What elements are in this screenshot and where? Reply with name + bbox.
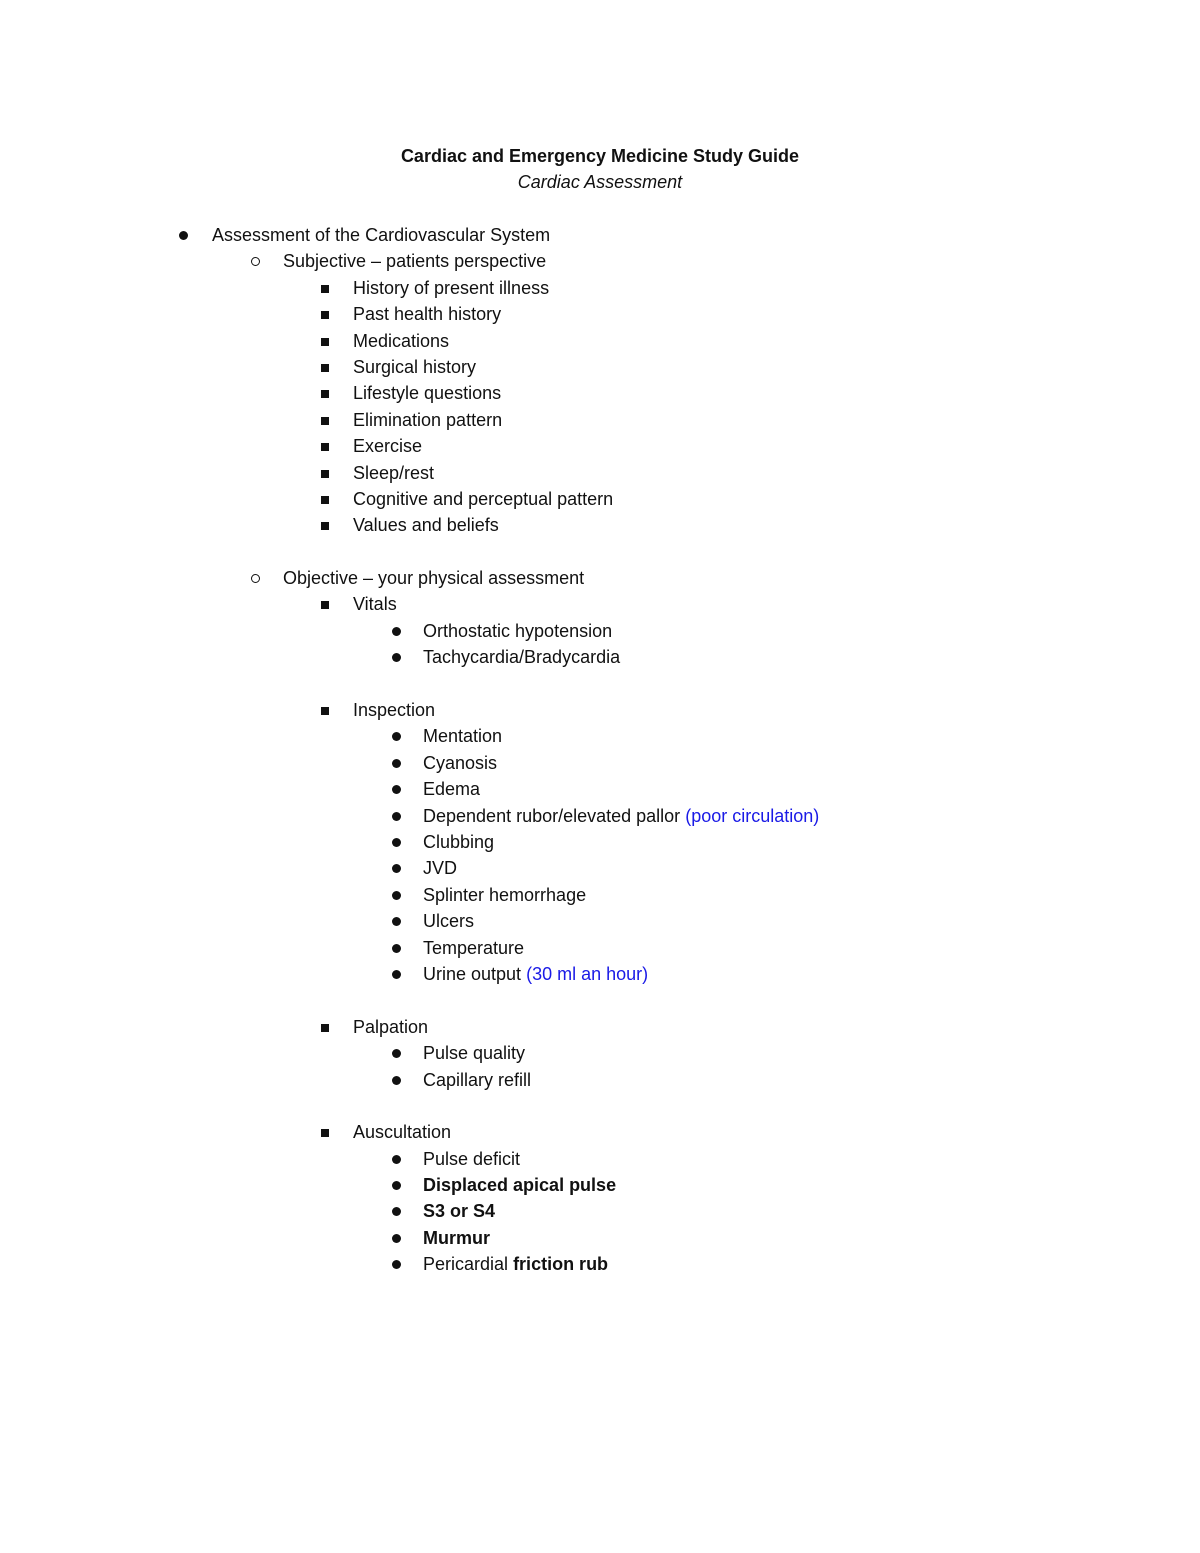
outline-list [0,222,1200,1278]
list-item [0,776,1200,802]
disc-bullet-icon [387,750,407,776]
list-item [0,301,1200,327]
document-subtitle: Cardiac Assessment [517,172,683,192]
outline-item-label: Objective – your physical assessment [283,568,585,589]
disc-bullet-icon [387,961,407,987]
disc-bullet-icon [387,803,407,829]
list-item-label: Pulse quality [423,1043,526,1064]
list-item [0,882,1200,908]
list-item [0,829,1200,855]
list-item [0,1225,1200,1251]
list-item-label: Urine output [423,963,522,984]
list-item-label: Ulcers [423,911,475,932]
outline-item-label: Subjective – patients perspective [283,251,547,272]
list-item-label: Cognitive and perceptual pattern [353,488,614,509]
list-item-label: Edema [423,779,481,800]
list-item-label: JVD [423,858,458,879]
list-item [0,935,1200,961]
emphasized-text: friction rub [513,1254,609,1275]
disc-bullet-icon [174,222,194,248]
outline-item-main [0,222,1200,248]
square-bullet-icon [317,380,337,406]
list-item [0,433,1200,459]
outline-item-palpation [0,1014,1200,1040]
list-item [0,1146,1200,1172]
disc-bullet-icon [387,644,407,670]
square-bullet-icon [317,1119,337,1145]
list-item-text [423,1251,608,1277]
list-item-label: Displaced apical pulse [423,1175,617,1196]
list-item-label: Pericardial [423,1254,509,1275]
disc-bullet-icon [387,776,407,802]
list-item [0,407,1200,433]
disc-bullet-icon [387,1040,407,1066]
square-bullet-icon [317,512,337,538]
list-item-label: Splinter hemorrhage [423,884,587,905]
blank-line [0,539,1200,565]
list-item [0,512,1200,538]
outline-item-auscultation [0,1119,1200,1145]
disc-bullet-icon [387,1251,407,1277]
list-item [0,1251,1200,1277]
list-item-label: Capillary refill [423,1069,532,1090]
disc-bullet-icon [387,908,407,934]
list-item [0,908,1200,934]
list-item [0,1067,1200,1093]
list-item [0,380,1200,406]
list-item [0,803,1200,829]
list-item-label: Dependent rubor/elevated pallor [423,805,681,826]
disc-bullet-icon [387,1225,407,1251]
circle-bullet-icon [247,248,267,274]
list-item [0,354,1200,380]
disc-bullet-icon [387,855,407,881]
list-item [0,855,1200,881]
disc-bullet-icon [387,618,407,644]
list-item-label: Clubbing [423,831,495,852]
list-item-text [423,803,819,829]
list-item-label: S3 or S4 [423,1201,496,1222]
square-bullet-icon [317,354,337,380]
list-item-label: Surgical history [353,356,477,377]
square-bullet-icon [317,486,337,512]
disc-bullet-icon [387,882,407,908]
list-item-label: Cyanosis [423,752,498,773]
disc-bullet-icon [387,935,407,961]
square-bullet-icon [317,460,337,486]
list-item [0,1198,1200,1224]
list-item-label: Pulse deficit [423,1148,521,1169]
circle-bullet-icon [247,565,267,591]
list-item-label: Auscultation [353,1122,452,1143]
list-item [0,328,1200,354]
square-bullet-icon [317,275,337,301]
list-item-label: Palpation [353,1016,429,1037]
list-item-label: Tachycardia/Bradycardia [423,647,621,668]
annotation-note: (30 ml an hour) [526,963,649,984]
list-item-label: Values and beliefs [353,515,499,536]
list-item [0,460,1200,486]
outline-item-inspection [0,697,1200,723]
square-bullet-icon [317,407,337,433]
outline-item-label: Assessment of the Cardiovascular System [212,225,551,245]
list-item-label: Orthostatic hypotension [423,620,613,641]
blank-line [0,987,1200,1013]
annotation-note: (poor circulation) [685,805,820,826]
list-item-label: Temperature [423,937,525,958]
disc-bullet-icon [387,829,407,855]
disc-bullet-icon [387,1146,407,1172]
list-item [0,644,1200,670]
outline-item-subjective [0,248,1200,274]
document-title: Cardiac and Emergency Medicine Study Guide [400,146,800,166]
outline-item-vitals [0,591,1200,617]
list-item-label: Exercise [353,436,423,457]
list-item [0,750,1200,776]
list-item [0,1040,1200,1066]
square-bullet-icon [317,301,337,327]
square-bullet-icon [317,1014,337,1040]
list-item-text [423,961,648,987]
list-item-label: Lifestyle questions [353,383,502,404]
list-item-label: Medications [353,330,450,351]
list-item-label: Sleep/rest [353,462,435,483]
list-item [0,723,1200,749]
list-item [0,961,1200,987]
list-item-label: Elimination pattern [353,409,503,430]
list-item-label: Vitals [353,594,397,615]
list-item-label: Murmur [423,1227,490,1248]
list-item-label: Past health history [353,304,502,325]
disc-bullet-icon [387,1172,407,1198]
disc-bullet-icon [387,1198,407,1224]
blank-line [0,671,1200,697]
square-bullet-icon [317,591,337,617]
blank-line [0,1093,1200,1119]
square-bullet-icon [317,697,337,723]
list-item [0,275,1200,301]
list-item [0,486,1200,512]
square-bullet-icon [317,433,337,459]
list-item-label: History of present illness [353,277,550,298]
list-item-label: Inspection [353,700,436,721]
outline-item-objective [0,565,1200,591]
list-item [0,618,1200,644]
list-item [0,1172,1200,1198]
square-bullet-icon [317,328,337,354]
disc-bullet-icon [387,1067,407,1093]
list-item-label: Mentation [423,726,503,747]
disc-bullet-icon [387,723,407,749]
